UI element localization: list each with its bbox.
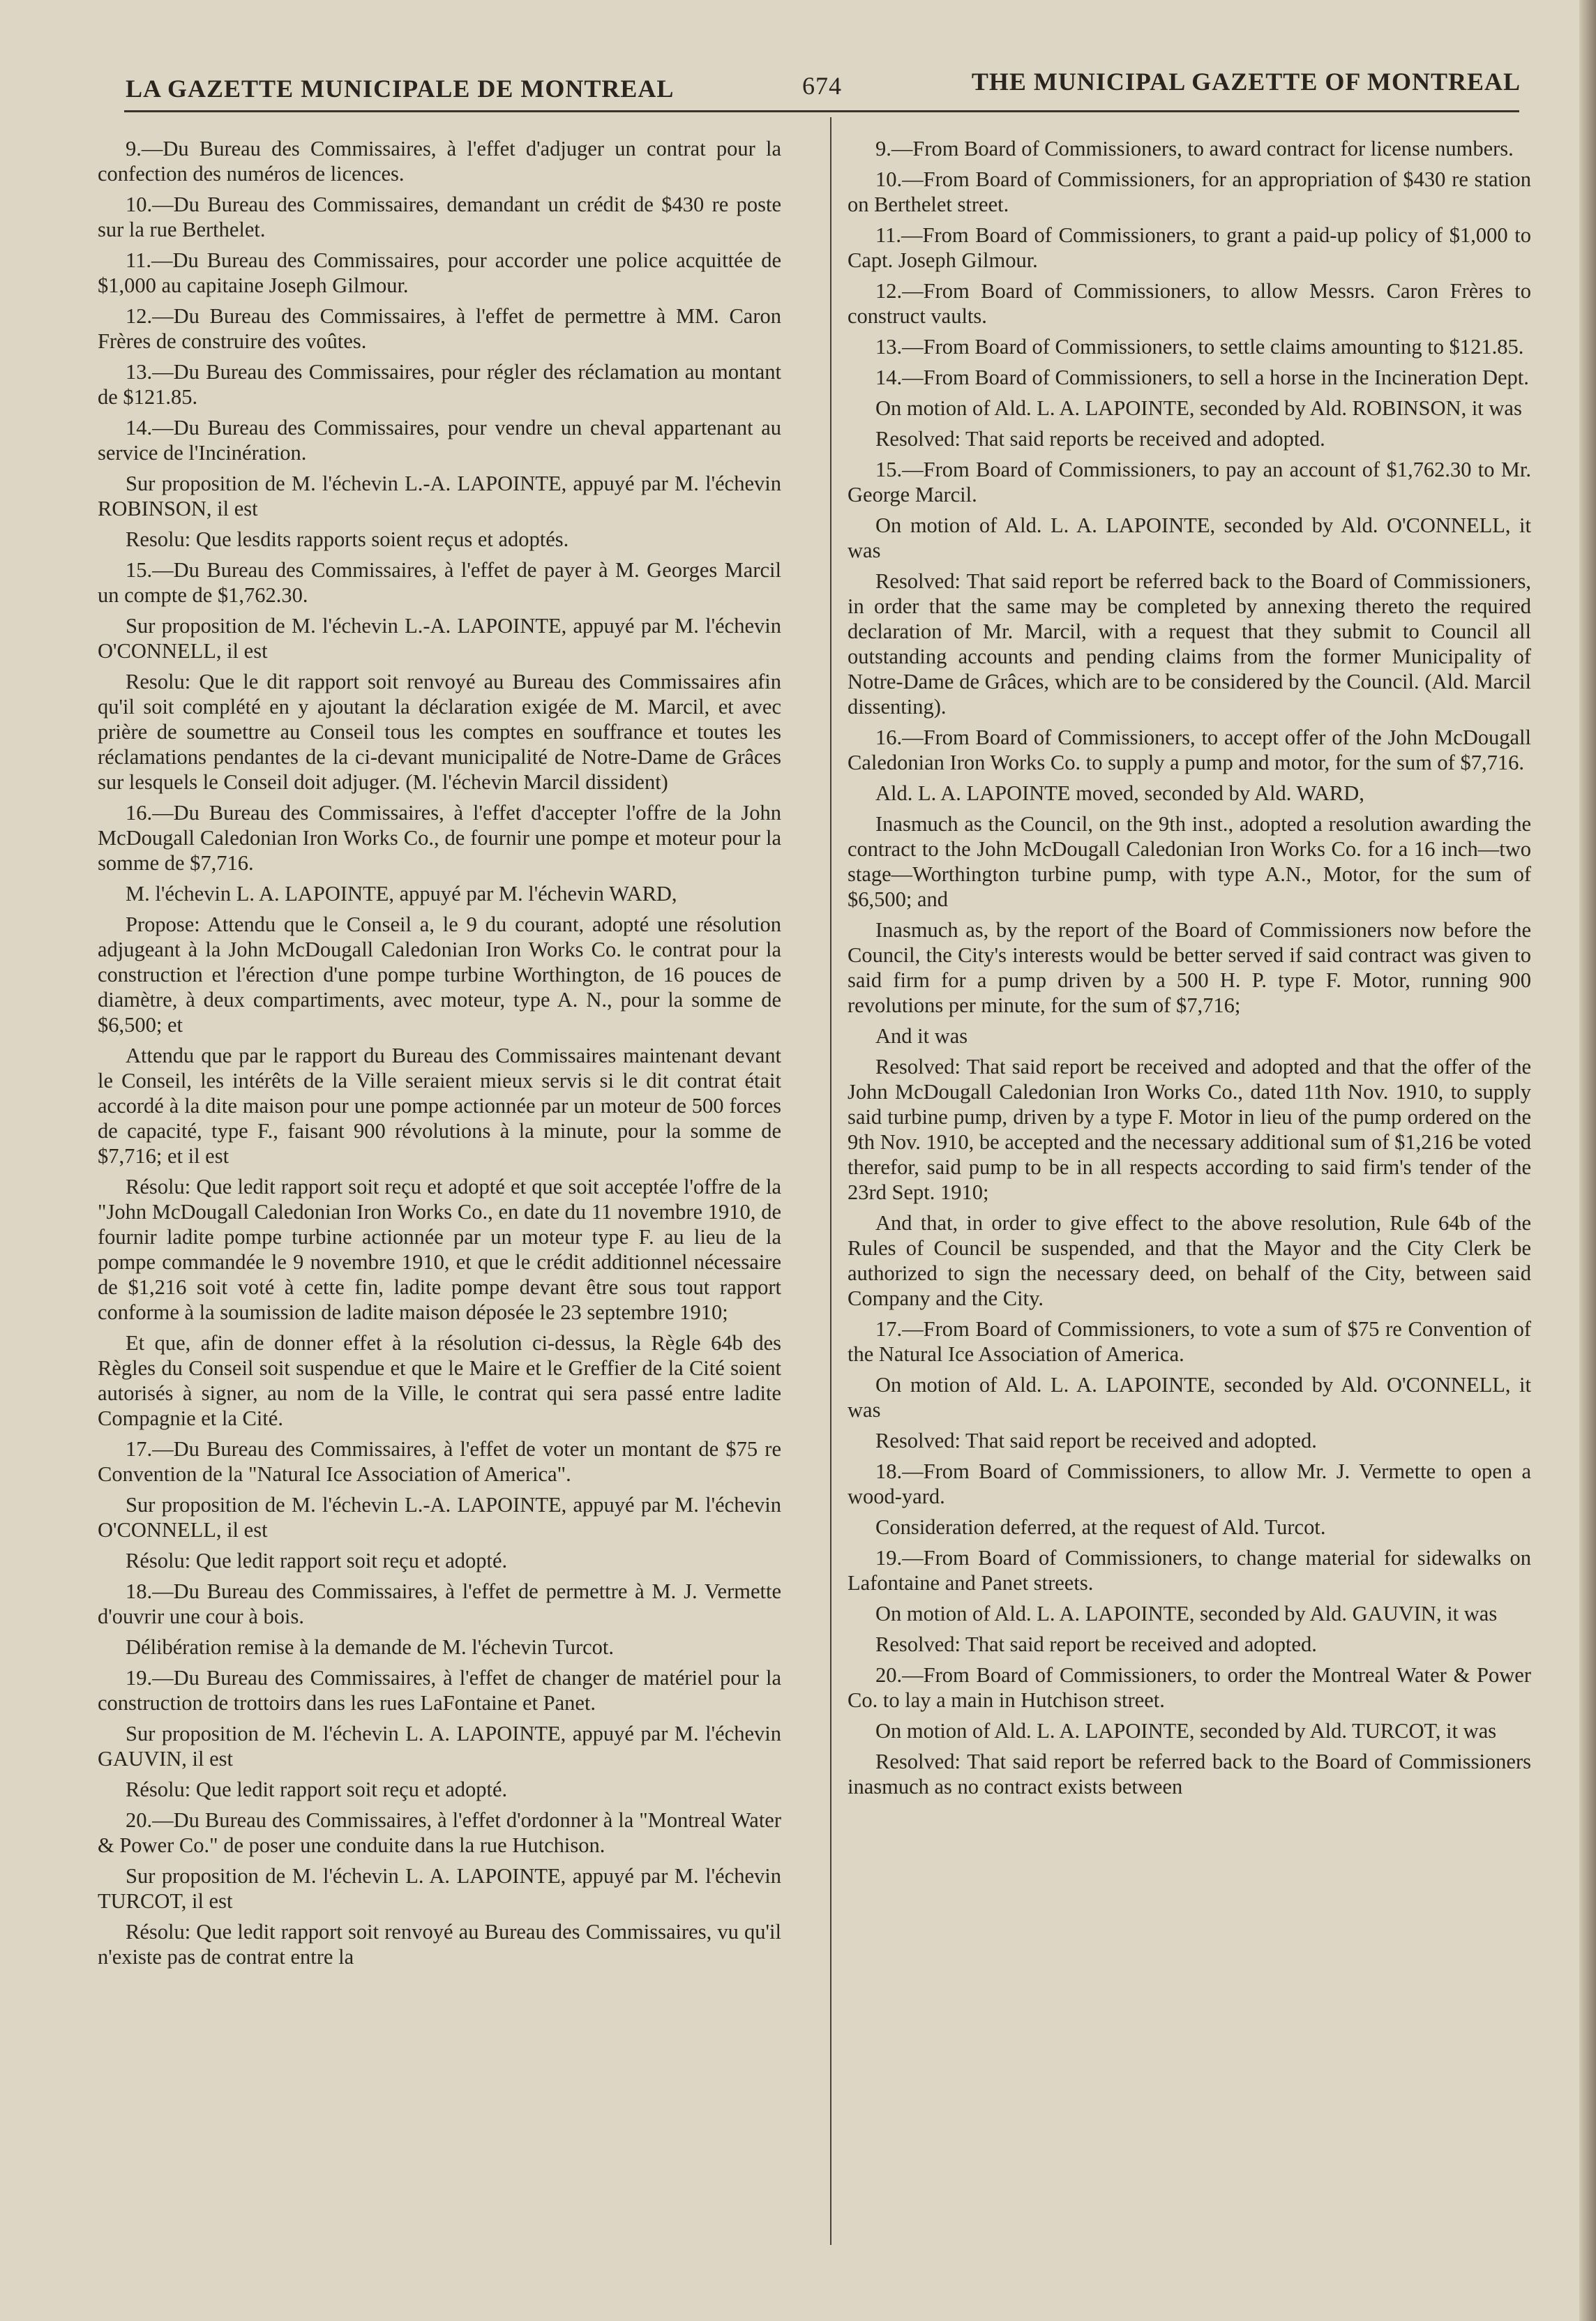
french-paragraph: 15.—Du Bureau des Commissaires, à l'effet de payer à M. Georges Marcil un compte de $1,762.30. bbox=[98, 558, 781, 607]
english-paragraph: 13.—From Board of Commissioners, to settle claims amounting to $121.85. bbox=[875, 335, 1524, 359]
french-paragraph: 18.—Du Bureau des Commissaires, à l'effet de permettre à M. J. Vermette d'ouvrir une cour à bois. bbox=[98, 1579, 781, 1628]
french-column bbox=[98, 136, 781, 1975]
page-number: 674 bbox=[802, 72, 842, 100]
english-paragraph: Resolved: That said report be referred back to the Board of Commissioners, in order that the same may be completed by annexing thereto the required declaration of Mr. Marcil, with a request that they submit to Council all outstanding accounts and pending claims from the former Municipality of Notre-Dame de Grâces, which are to be considered by the Council. (Ald. Marcil dissenting). bbox=[848, 569, 1531, 719]
english-paragraph: 10.—From Board of Commissioners, for an appropriation of $430 re station on Berthelet street. bbox=[848, 167, 1531, 216]
french-paragraph: Sur proposition de M. l'échevin L. A. LAPOINTE, appuyé par M. l'échevin TURCOT, il est bbox=[98, 1864, 781, 1913]
french-paragraph: Délibération remise à la demande de M. l'échevin Turcot. bbox=[126, 1635, 615, 1659]
english-paragraph: 20.—From Board of Commissioners, to order the Montreal Water & Power Co. to lay a main in Hutchison street. bbox=[848, 1663, 1531, 1712]
english-paragraph: On motion of Ald. L. A. LAPOINTE, seconded by Ald. TURCOT, it was bbox=[875, 1719, 1497, 1743]
french-paragraph: 17.—Du Bureau des Commissaires, à l'effet de voter un montant de $75 re Convention de la "Natural Ice Association of America". bbox=[98, 1437, 781, 1486]
english-paragraph: 12.—From Board of Commissioners, to allow Messrs. Caron Frères to construct vaults. bbox=[848, 279, 1531, 328]
english-paragraph: On motion of Ald. L. A. LAPOINTE, seconded by Ald. O'CONNELL, it was bbox=[848, 513, 1531, 562]
page-header bbox=[126, 67, 1521, 109]
english-paragraph: 15.—From Board of Commissioners, to pay an account of $1,762.30 to Mr. George Marcil. bbox=[848, 458, 1531, 506]
french-paragraph: Sur proposition de M. l'échevin L. A. LAPOINTE, appuyé par M. l'échevin GAUVIN, il est bbox=[98, 1722, 781, 1771]
french-paragraph: 13.—Du Bureau des Commissaires, pour régler des réclamation au montant de $121.85. bbox=[98, 360, 781, 409]
french-paragraph: 11.—Du Bureau des Commissaires, pour accorder une police acquittée de $1,000 au capitaine Joseph Gilmour. bbox=[98, 248, 781, 297]
english-paragraph: Consideration deferred, at the request of Ald. Turcot. bbox=[875, 1515, 1326, 1539]
french-paragraph: 9.—Du Bureau des Commissaires, à l'effet d'adjuger un contrat pour la confection des numéros de licences. bbox=[98, 137, 781, 186]
page-edge bbox=[1579, 0, 1596, 2321]
english-paragraph: Resolved: That said report be received and adopted. bbox=[875, 1632, 1317, 1656]
french-paragraph: 16.—Du Bureau des Commissaires, à l'effet d'accepter l'offre de la John McDougall Caledonian Iron Works Co., de fournir une pompe et moteur pour la somme de $7,716. bbox=[98, 801, 781, 875]
french-paragraph: Résolu: Que ledit rapport soit reçu et adopté. bbox=[126, 1549, 508, 1572]
french-paragraph: Resolu: Que lesdits rapports soient reçus et adoptés. bbox=[126, 527, 569, 551]
french-paragraph: Sur proposition de M. l'échevin L.-A. LAPOINTE, appuyé par M. l'échevin ROBINSON, il est bbox=[98, 472, 781, 520]
french-paragraph: Et que, afin de donner effet à la résolution ci-dessus, la Règle 64b des Règles du Conseil soit suspendue et que le Maire et le Greffier de la Cité soient autorisés à signer, au nom de la Ville, le contrat qui sera passé entre ladite Compagnie et la Cité. bbox=[98, 1331, 781, 1430]
french-paragraph: M. l'échevin L. A. LAPOINTE, appuyé par M. l'échevin WARD, bbox=[126, 882, 677, 906]
french-paragraph: 14.—Du Bureau des Commissaires, pour vendre un cheval appartenant au service de l'Incinération. bbox=[98, 416, 781, 465]
english-paragraph: 11.—From Board of Commissioners, to grant a paid-up policy of $1,000 to Capt. Joseph Gilmour. bbox=[848, 223, 1531, 272]
english-masthead: THE MUNICIPAL GAZETTE OF MONTREAL bbox=[971, 68, 1521, 96]
french-paragraph: Résolu: Que ledit rapport soit renvoyé au Bureau des Commissaires, vu qu'il n'existe pas de contrat entre la bbox=[98, 1920, 781, 1969]
english-paragraph: Resolved: That said report be received and adopted. bbox=[875, 1429, 1317, 1452]
english-paragraph: 18.—From Board of Commissioners, to allow Mr. J. Vermette to open a wood-yard. bbox=[848, 1459, 1531, 1508]
english-paragraph: 17.—From Board of Commissioners, to vote a sum of $75 re Convention of the Natural Ice Association of America. bbox=[848, 1317, 1531, 1366]
english-paragraph: On motion of Ald. L. A. LAPOINTE, seconded by Ald. ROBINSON, it was bbox=[875, 396, 1522, 420]
french-paragraph: 12.—Du Bureau des Commissaires, à l'effet de permettre à MM. Caron Frères de construire des voûtes. bbox=[98, 304, 781, 353]
french-paragraph: Résolu: Que ledit rapport soit reçu et adopté. bbox=[126, 1778, 508, 1801]
english-paragraph: On motion of Ald. L. A. LAPOINTE, seconded by Ald. O'CONNELL, it was bbox=[848, 1373, 1531, 1422]
french-paragraph: 10.—Du Bureau des Commissaires, demandant un crédit de $430 re poste sur la rue Berthelet. bbox=[98, 193, 781, 241]
english-paragraph: Ald. L. A. LAPOINTE moved, seconded by Ald. WARD, bbox=[875, 781, 1364, 805]
english-paragraph: 16.—From Board of Commissioners, to accept offer of the John McDougall Caledonian Iron Works Co. to supply a pump and motor, for the sum of $7,716. bbox=[848, 726, 1531, 774]
english-paragraph: And that, in order to give effect to the above resolution, Rule 64b of the Rules of Council be suspended, and that the Mayor and the City Clerk be authorized to sign the necessary deed, on behalf of the City, between said Company and the City. bbox=[848, 1211, 1531, 1310]
french-paragraph: 20.—Du Bureau des Commissaires, à l'effet d'ordonner à la "Montreal Water & Power Co." de poser une conduite dans la rue Hutchison. bbox=[98, 1808, 781, 1857]
english-paragraph: And it was bbox=[875, 1024, 968, 1048]
french-masthead: LA GAZETTE MUNICIPALE DE MONTREAL bbox=[126, 75, 675, 103]
english-paragraph: Resolved: That said reports be received and adopted. bbox=[875, 427, 1325, 451]
french-paragraph: Attendu que par le rapport du Bureau des Commissaires maintenant devant le Conseil, les intérêts de la Ville seraient mieux servis si le dit contrat était accordé à la dite maison pour une pompe actionnée par un moteur de 500 forces de capacité, type F., faisant 900 révolutions à la minute, pour la somme de $7,716; et il est bbox=[98, 1044, 781, 1168]
english-paragraph: 14.—From Board of Commissioners, to sell a horse in the Incineration Dept. bbox=[875, 366, 1529, 389]
column-divider bbox=[830, 117, 831, 2245]
english-paragraph: Inasmuch as the Council, on the 9th inst., adopted a resolution awarding the contract to the John McDougall Caledonian Iron Works Co. for a 16 inch—two stage—Worthington turbine pump, with type A.N., Motor, for the sum of $6,500; and bbox=[848, 812, 1531, 911]
english-paragraph: Resolved: That said report be received and adopted and that the offer of the John McDougall Caledonian Iron Works Co., dated 11th Nov. 1910, to supply said turbine pump, driven by a type F. Motor in lieu of the pump ordered on the 9th Nov. 1910, be accepted and the necessary additional sum of $1,216 be voted therefor, said pump to be in all respects according to said firm's tender of the 23rd Sept. 1910; bbox=[848, 1055, 1531, 1204]
english-paragraph: Inasmuch as, by the report of the Board of Commissioners now before the Council, the City's interests would be better served if said contract was given to said firm for a pump driven by a 500 H. P. type F. Motor, running 900 revolutions per minute, for the sum of $7,716; bbox=[848, 918, 1531, 1017]
english-paragraph: Resolved: That said report be referred back to the Board of Commissioners inasmuch as no contract exists between bbox=[848, 1750, 1531, 1798]
french-paragraph: Sur proposition de M. l'échevin L.-A. LAPOINTE, appuyé par M. l'échevin O'CONNELL, il est bbox=[98, 614, 781, 663]
header-rule bbox=[124, 110, 1519, 112]
english-column bbox=[848, 136, 1531, 1805]
french-paragraph: Propose: Attendu que le Conseil a, le 9 du courant, adopté une résolution adjugeant à la John McDougall Caledonian Iron Works Co. le contrat pour la construction et l'érection d'une pompe turbine Worthington, de 16 pouces de diamètre, à deux compartiments, avec moteur, type A. N., pour la somme de $6,500; et bbox=[98, 912, 781, 1037]
french-paragraph: Resolu: Que le dit rapport soit renvoyé au Bureau des Commissaires afin qu'il soit complété en y ajoutant la déclaration exigée de M. Marcil, et avec prière de soumettre au Conseil tous les comptes en souffrance et toutes les réclamations pendantes de la ci-devant municipalité de Notre-Dame de Grâces sur lesquels le Conseil doit adjuger. (M. l'échevin Marcil dissident) bbox=[98, 670, 781, 794]
english-paragraph: 9.—From Board of Commissioners, to award contract for license numbers. bbox=[875, 137, 1514, 160]
french-paragraph: Résolu: Que ledit rapport soit reçu et adopté et que soit acceptée l'offre de la "John McDougall Caledonian Iron Works Co., en date du 11 novembre 1910, de fournir ladite pompe turbine actionnée par un moteur type F. au lieu de la pompe commandée le 9 novembre 1910, et que le crédit additionnel nécessaire de $1,216 soit voté à cette fin, ladite pompe devant être sous tout rapport conforme à la soumission de ladite maison déposée le 23 septembre 1910; bbox=[98, 1175, 781, 1324]
french-paragraph: 19.—Du Bureau des Commissaires, à l'effet de changer de matériel pour la construction de trottoirs dans les rues LaFontaine et Panet. bbox=[98, 1666, 781, 1715]
english-paragraph: 19.—From Board of Commissioners, to change material for sidewalks on Lafontaine and Panet streets. bbox=[848, 1546, 1531, 1595]
french-paragraph: Sur proposition de M. l'échevin L.-A. LAPOINTE, appuyé par M. l'échevin O'CONNELL, il est bbox=[98, 1493, 781, 1542]
english-paragraph: On motion of Ald. L. A. LAPOINTE, seconded by Ald. GAUVIN, it was bbox=[875, 1602, 1498, 1625]
